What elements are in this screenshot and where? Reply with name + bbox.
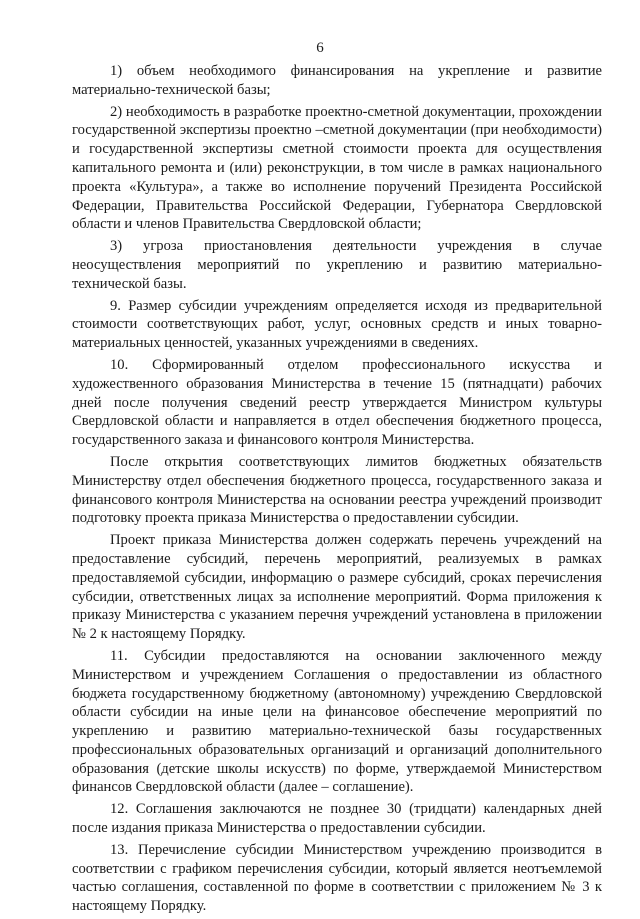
paragraph-item-1: 1) объем необходимого финансирования на укрепление и развитие материально-технической базы;: [72, 63, 602, 98]
paragraph-clause-12: 12. Соглашения заключаются не позднее 30 (тридцати) календарных дней после издания приказа Министерства о предоставлении субсидии.: [72, 801, 602, 837]
document-body: [72, 62, 602, 919]
paragraph-clause-10: 10. Сформированный отделом профессионального искусства и художественного образования Министерства в течение 15 (пятнадцати) рабочих дней после получения сведений реестр утверждается Министром культуры Свердловской области и направляется в отдел обеспечения бюджетного процесса, государственного заказа и финансового контроля Министерства.: [72, 356, 602, 449]
paragraph-limits: После открытия соответствующих лимитов бюджетных обязательств Министерству отдел обеспечения бюджетного процесса, государственного заказа и финансового контроля Министерства на основании реестра учреждений производит подготовку проекта приказа Министерства о предоставлении субсидии.: [72, 453, 602, 527]
paragraph-item-3: 3) угроза приостановления деятельности учреждения в случае неосуществления мероприятий по укреплению и развитию материально-технической базы.: [72, 238, 602, 292]
paragraph-draft-order: Проект приказа Министерства должен содержать перечень учреждений на предоставление субсидий, перечень мероприятий, реализуемых в рамках предоставляемой субсидии, информацию о размере субсидий, сроках перечисления субсидии, ответственных лицах за исполнение мероприятий. Форма приложения к приказу Министерства с указанием перечня учреждений установлена в приложении № 2 к настоящему Порядку.: [72, 532, 602, 643]
paragraph-clause-11: 11. Субсидии предоставляются на основании заключенного между Министерством и учреждением Соглашения о предоставлении из областного бюджета государственному бюджетному (автономному) учреждению Свердловской области субсидии на иные цели на финансовое обеспечение мероприятий по укреплению и развитию материально-технической базы государственных профессиональных образовательных организаций и организаций дополнительного образования (детские школы искусств) по форме, утверждаемой Министерством финансов Свердловской области (далее – соглашение).: [72, 647, 602, 796]
paragraph-item-2: 2) необходимость в разработке проектно-сметной документации, прохождении государственной экспертизы проектно –сметной документации (при необходимости) и государственной экспертизы сметной стоимости проекта для осуществления капитального ремонта и (или) реконструкции, в том числе в рамках национального проекта «Культура», а также во исполнение поручений Президента Российской Федерации, Правительства Российской Федерации, Губернатора Свердловской области и членов Правительства Свердловской области;: [72, 103, 602, 233]
paragraph-clause-9: 9. Размер субсидии учреждениям определяется исходя из предварительной стоимости соответствующих работ, услуг, основных средств и иных товарно-материальных ценностей, указанных учреждениями в сведениях.: [72, 297, 602, 352]
paragraph-clause-13: 13. Перечисление субсидии Министерством учреждению производится в соответствии с графиком перечисления субсидии, который является неотъемлемой частью соглашения, составленной по форме в соответствии с приложением № 3 к настоящему Порядку.: [72, 841, 602, 915]
page-number: 6: [316, 40, 324, 56]
